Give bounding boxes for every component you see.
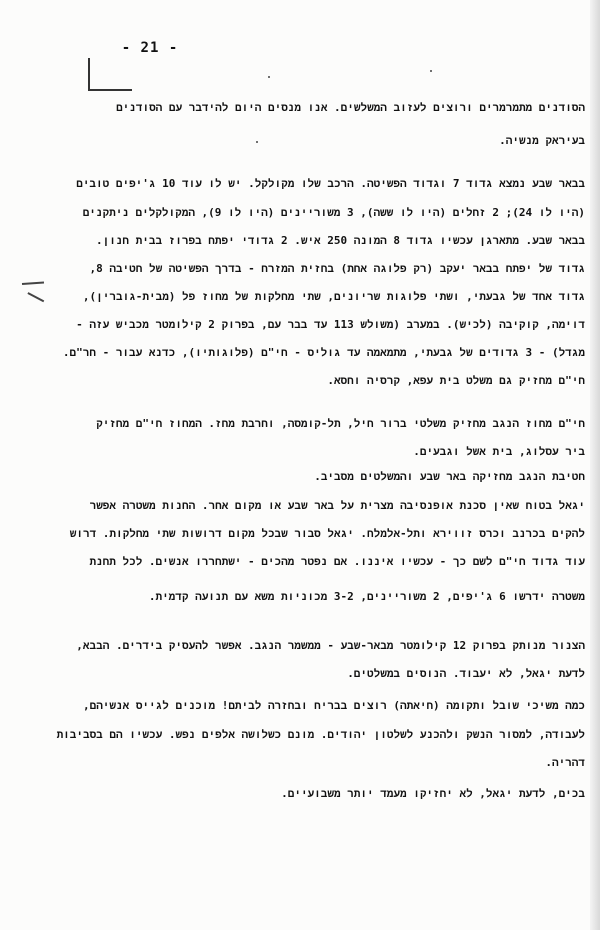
scan-speck <box>430 70 432 72</box>
text-line: ביר עסלוג, בית אשל וגבעים. <box>413 445 585 458</box>
text-line: עוד גדוד חי"ם לשם כך - עכשיו איננו. אם נפטר מהכים - ישתחררו אנשים. לכל תחנת <box>89 555 585 568</box>
text-line: משטרה ידרשו 6 ג'יפים, 2 משוריינים, 3-2 מכוניות משא עם תנועה קדמית. <box>148 590 585 603</box>
scan-edge <box>590 0 600 930</box>
text-line: לדעת יגאל, לא יעבוד. הנוסים במשלטים. <box>347 667 585 680</box>
text-line: חי"ם מחוז הנגב מחזיק משלטי ברור חיל, תל-קומסה, וחרבת מחז. המחוז חי"ם מחזיק <box>96 417 585 430</box>
page-number: - 21 - <box>121 40 179 56</box>
text-line: גדוד של יפתח בבאר יעקב (רק פלוגה אחת) בחזית המזרח - בדרך הפשיטה של חטיבה 8, <box>89 262 585 275</box>
text-line: בעיראק מנשיה. <box>499 134 585 147</box>
corner-mark <box>88 58 90 90</box>
text-line: דהריה. <box>545 756 585 769</box>
text-line: הסודנים מתמרמרים ורוצים לעזוב המשלשים. אנו מנסים היום להידבר עם הסודנים <box>116 101 585 114</box>
text-line: חי"ם מחזיק גם משלט בית עפא, קרסיה וחסא. <box>327 374 585 387</box>
margin-mark <box>22 281 44 284</box>
text-line: הצנור מנותק בפרוק 12 קילומטר מבאר-שבע - ממשמר הנגב. אפשר להעסיק בידרים. הבבא, <box>76 639 585 652</box>
text-line: חטיבת הנגב מחזיקה באר שבע והמשלטים מסביב. <box>314 470 585 483</box>
text-line: כמה משיכי שובל ותקומה (חיאתה) רוצים בבריח ובחזרה לביתם! מוכנים לגייס אנשיהם, <box>82 699 585 712</box>
text-line: לעבודה, למסור הנשק ולהכנע לשלטון יהודים. מונם כשלושה אלפים נפש. עכשיו הם בסביבות <box>56 728 585 741</box>
text-line: בבאר שבע נמצא גדוד 7 וגדוד הפשיטה. הרכב שלו מקולקל. יש לו עוד 10 ג'יפים טובים <box>76 177 585 190</box>
corner-mark-base <box>88 89 132 91</box>
scan-speck <box>268 76 270 78</box>
text-line: בבאר שבע. מתארגן עכשיו גדוד 8 המונה 250 איש. 2 גדודי יפתח בפרוז בבית חנון. <box>96 234 585 247</box>
text-line: להקים בכרנב וכרס זווירא ותל-אלמלח. יגאל סבור שבכל מקום דרושות שתי מחלקות. דרוש <box>69 527 585 540</box>
text-line: דוימה, קוקיבה (לכיש). במערב (משולש 113 עד בבר עם, בפרוק 2 קילומטר מכביש עזה - <box>76 318 585 331</box>
text-line: יגאל בטוח שאין סכנת אופנסיבה מצרית על באר שבע או מקום אחר. החנות משטרה אפשר <box>89 499 585 512</box>
text-line: בכים, לדעת יגאל, לא יחזיקו מעמד יותר משבועיים. <box>281 787 585 800</box>
text-line: (היו לו 24); 2 זחלים (היו לו ששה), 3 משוריינים (היו לו 9), המקולקלים ניתקנים <box>82 206 585 219</box>
text-line: גדוד אחד של גבעתי, ושתי פלוגות שריונים, שתי מחלקות של מחוז פל (מבית-גוברין), <box>82 290 585 303</box>
text-line: מגדל) - 3 גדודים של גבעתי, מתמאמה עד גוליס - חי"ם (פלוגותיו), כדנא עבור - חר"ם. <box>62 346 585 359</box>
